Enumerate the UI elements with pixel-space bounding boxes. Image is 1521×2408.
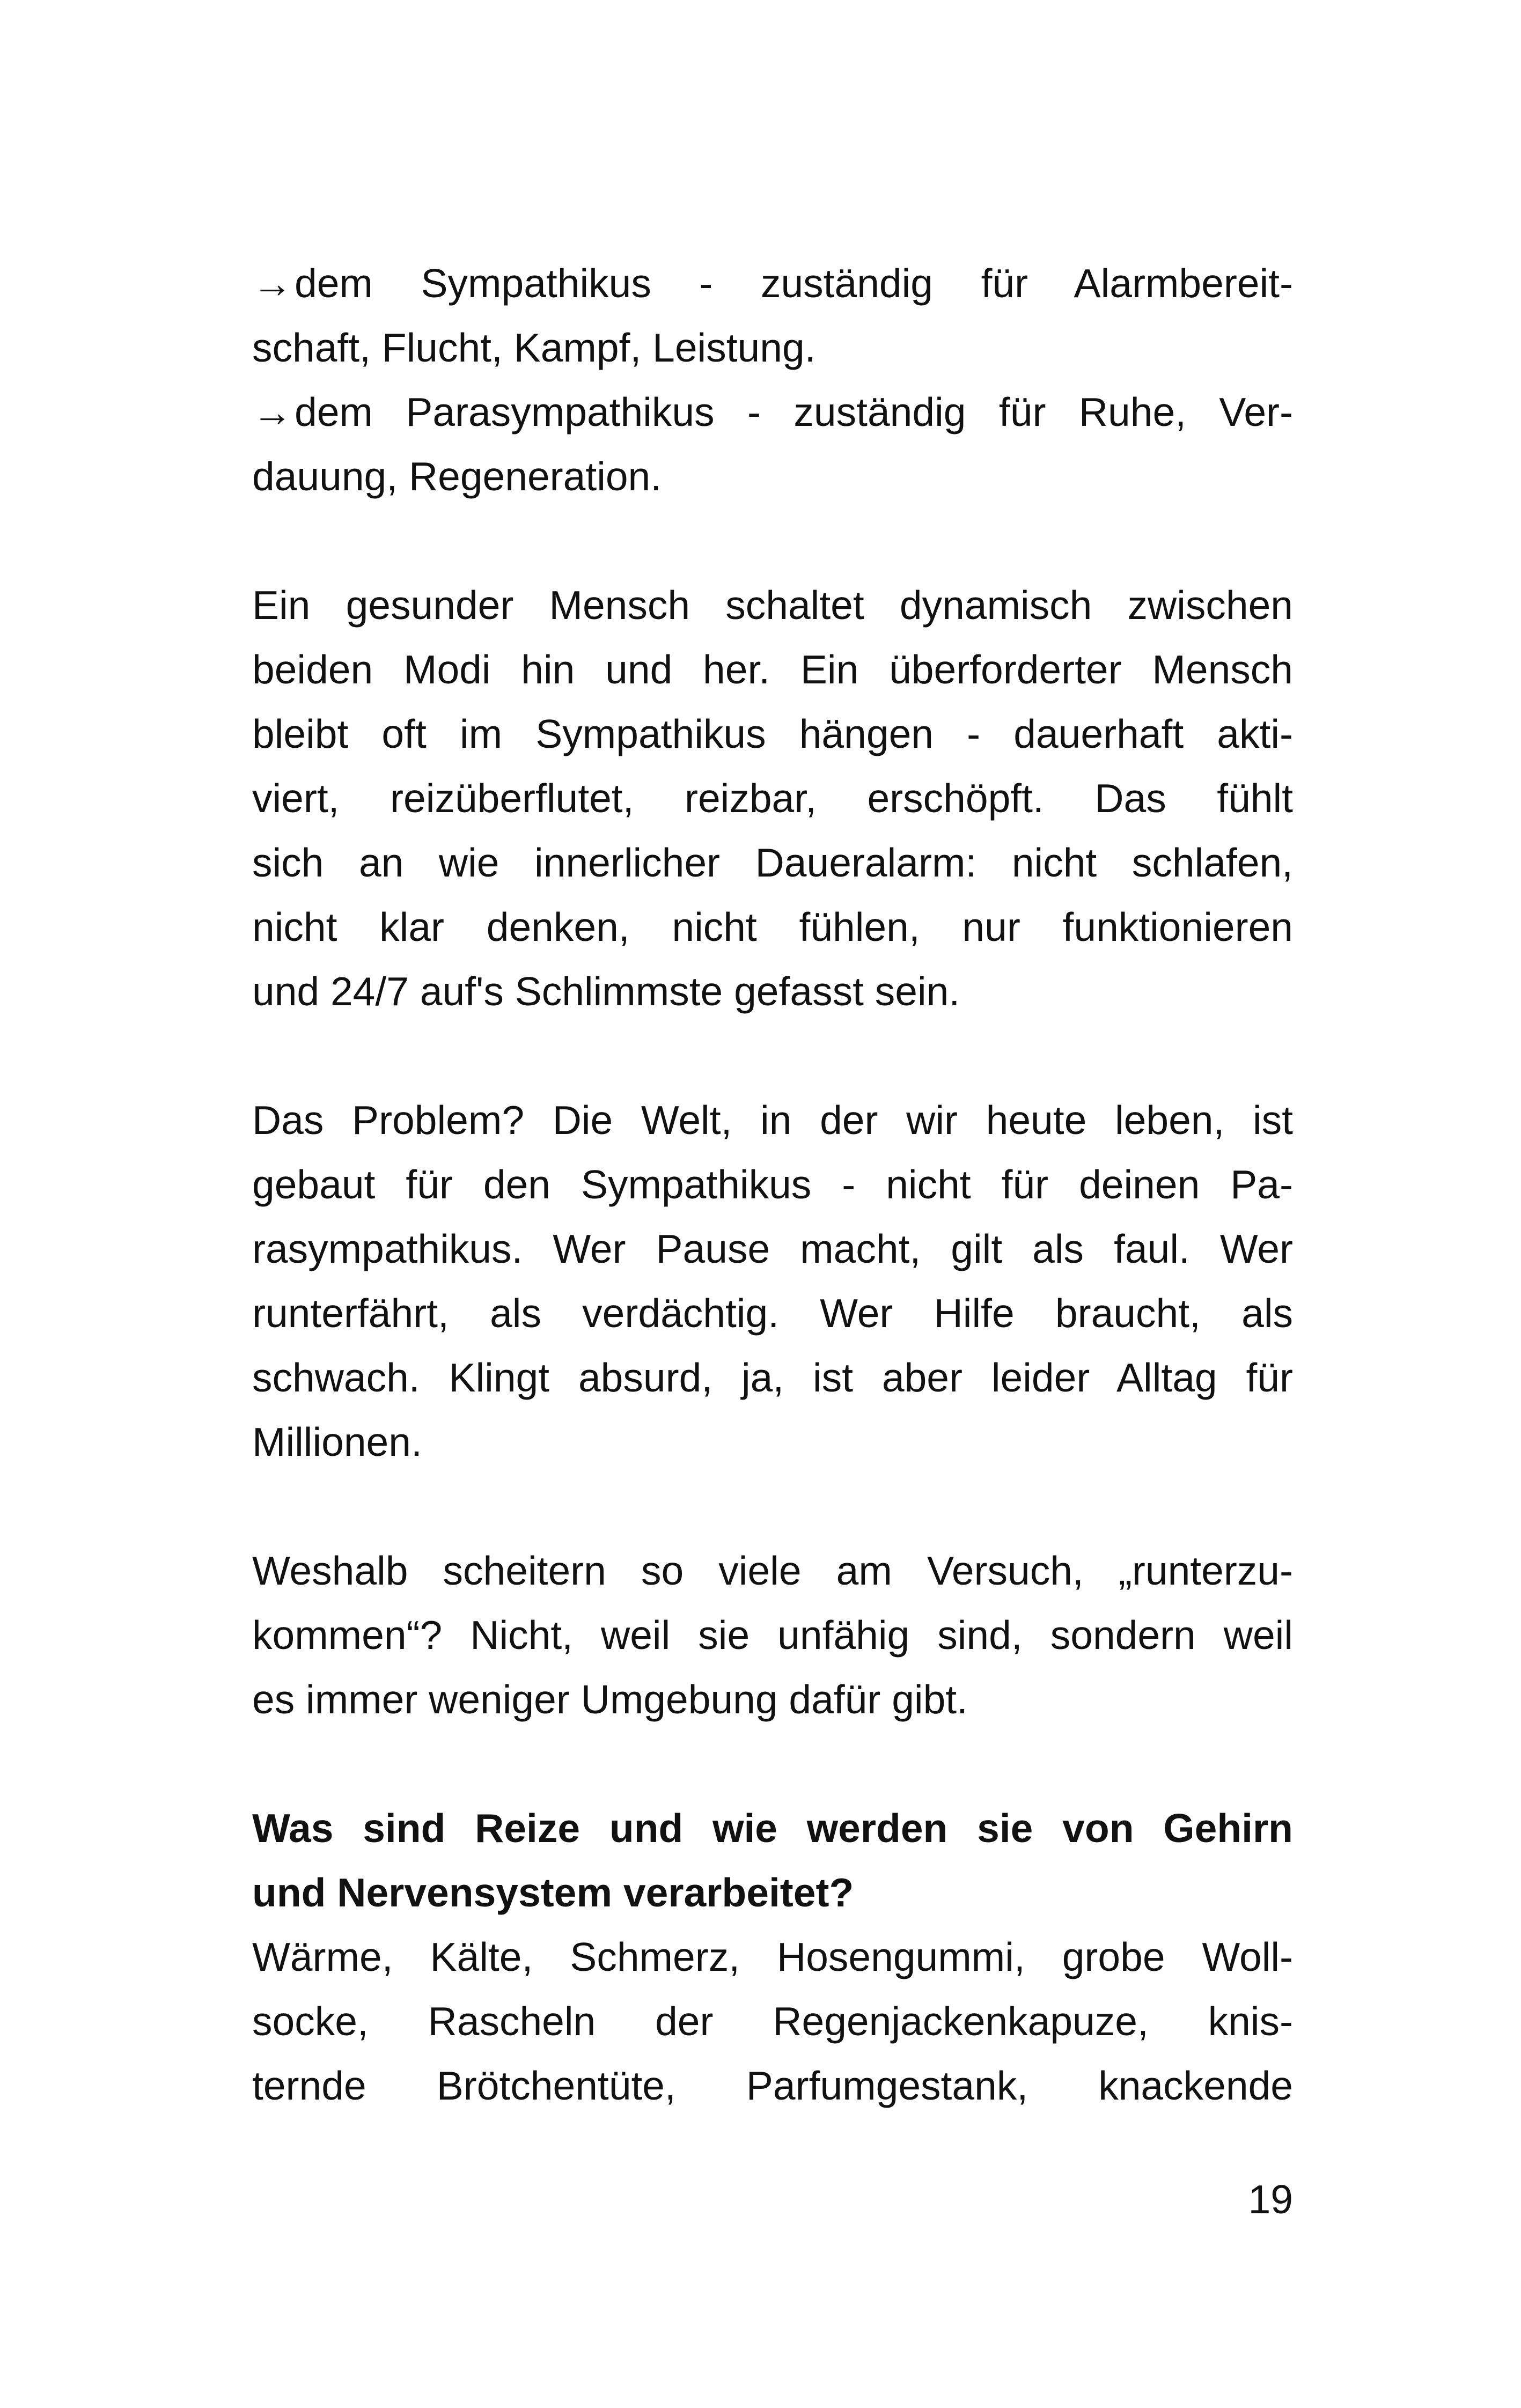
arrow-right-icon: → [252, 261, 292, 306]
bullet-sympathikus [252, 251, 1293, 380]
text-line: sich an wie innerlicher Daueralarm: nicht schlafen, [252, 840, 1293, 885]
heading-line: Was sind Reize und wie werden sie von Gehirn [252, 1806, 1293, 1851]
text-line: bleibt oft im Sympathikus hängen - dauerhaft akti- [252, 711, 1293, 756]
heading-line: und Nervensystem verarbeitet? [252, 1870, 854, 1915]
text-line: Millionen. [252, 1419, 422, 1464]
text-line: rasympathikus. Wer Pause macht, gilt als faul. Wer [252, 1226, 1293, 1271]
text-line: schwach. Klingt absurd, ja, ist aber leider Alltag für [252, 1355, 1293, 1400]
paragraph [252, 1088, 1293, 1474]
text-line: viert, reizüberflutet, reizbar, erschöpft. Das fühlt [252, 776, 1293, 821]
paragraph [252, 573, 1293, 1023]
text-line: runterfährt, als verdächtig. Wer Hilfe braucht, als [252, 1291, 1293, 1336]
page-number: 19 [1248, 2177, 1293, 2222]
section-body [252, 1925, 1293, 2118]
page-body [252, 251, 1293, 2118]
text-line: Weshalb scheitern so viele am Versuch, „runterzu- [252, 1548, 1293, 1593]
text-line: Das Problem? Die Welt, in der wir heute leben, ist [252, 1098, 1293, 1143]
text-line: Wärme, Kälte, Schmerz, Hosengummi, grobe Woll- [252, 1934, 1293, 1979]
text-line: und 24/7 auf's Schlimmste gefasst sein. [252, 969, 960, 1014]
text-line: →dem Parasympathikus - zuständig für Ruhe, Ver- [252, 380, 1293, 444]
text-line: nicht klar denken, nicht fühlen, nur funktionieren [252, 904, 1293, 949]
paragraph [252, 1538, 1293, 1732]
text-line: es immer weniger Umgebung dafür gibt. [252, 1677, 968, 1722]
text-line: gebaut für den Sympathikus - nicht für deinen Pa- [252, 1162, 1293, 1207]
bullet-parasympathikus [252, 380, 1293, 509]
text-line: ternde Brötchentüte, Parfumgestank, knackende [252, 2063, 1293, 2108]
text-line: Ein gesunder Mensch schaltet dynamisch zwischen [252, 583, 1293, 628]
text-line: dauung, Regeneration. [252, 454, 662, 499]
section-heading [252, 1796, 1293, 1925]
arrow-right-icon: → [252, 389, 292, 435]
text-line: beiden Modi hin und her. Ein überforderter Mensch [252, 647, 1293, 692]
text-line: socke, Rascheln der Regenjackenkapuze, knis- [252, 1999, 1293, 2044]
text-line: kommen“? Nicht, weil sie unfähig sind, sondern weil [252, 1612, 1293, 1658]
text-line: schaft, Flucht, Kampf, Leistung. [252, 325, 816, 370]
text-line: →dem Sympathikus - zuständig für Alarmbereit- [252, 251, 1293, 315]
